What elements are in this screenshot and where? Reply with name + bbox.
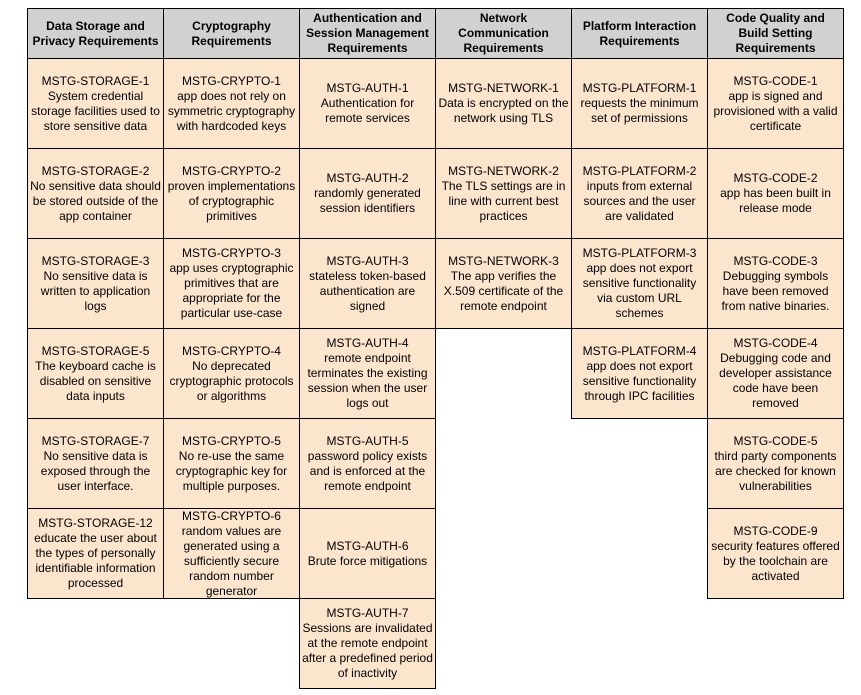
- requirement-cell: [299, 238, 436, 329]
- requirement-cell: [299, 328, 436, 419]
- requirement-cell: [27, 58, 164, 149]
- requirement-cell: [27, 508, 164, 599]
- requirement-cell: [27, 148, 164, 239]
- requirement-desc: random values are generated using a sufficiently secure random number generator: [181, 523, 282, 598]
- requirement-cell: [163, 238, 300, 329]
- requirement-desc: stateless token-based authentication are signed: [309, 268, 426, 313]
- requirement-desc: app does not rely on symmetric cryptography with hardcoded keys: [167, 88, 296, 133]
- requirement-desc: app has been built in release mode: [720, 186, 831, 215]
- requirement-id: MSTG-AUTH-5: [326, 433, 409, 448]
- requirement-id: MSTG-CODE-5: [733, 433, 818, 448]
- requirement-id: MSTG-STORAGE-5: [41, 343, 150, 358]
- requirement-desc: remote endpoint terminates the existing session when the user logs out: [307, 351, 428, 410]
- column-header-network: Network Communication Requirements: [435, 8, 572, 59]
- requirement-cell: [707, 508, 844, 599]
- requirement-cell: [435, 58, 572, 149]
- requirement-id: MSTG-CRYPTO-4: [182, 343, 281, 358]
- column-code-quality: [707, 8, 844, 599]
- requirement-desc: inputs from external sources and the user are validated: [583, 178, 696, 223]
- requirement-desc: app does not export sensitive functionality through IPC facilities: [582, 358, 697, 403]
- requirement-cell: [299, 58, 436, 149]
- requirement-id: MSTG-STORAGE-12: [38, 516, 153, 530]
- column-platform: [571, 8, 708, 419]
- requirement-desc: Debugging code and developer assistance code have been removed: [719, 351, 832, 410]
- requirement-cell: [163, 148, 300, 239]
- requirement-cell: [163, 58, 300, 149]
- requirement-cell: [707, 58, 844, 149]
- requirement-desc: app does not export sensitive functionality via custom URL schemes: [582, 261, 697, 320]
- requirement-desc: Data is encrypted on the network using TLS: [438, 96, 569, 125]
- requirement-id: MSTG-CRYPTO-5: [182, 433, 281, 448]
- requirement-id: MSTG-PLATFORM-3: [582, 246, 697, 260]
- requirement-cell: [571, 148, 708, 239]
- requirement-id: MSTG-PLATFORM-4: [582, 343, 697, 358]
- requirement-id: MSTG-NETWORK-3: [448, 253, 559, 268]
- column-data-storage: [27, 8, 164, 599]
- requirement-desc: randomly generated session identifiers: [314, 186, 421, 215]
- requirement-id: MSTG-PLATFORM-1: [582, 81, 697, 95]
- requirement-desc: security features offered by the toolchain are activated: [711, 538, 840, 583]
- requirement-desc: The app verifies the X.509 certificate of the remote endpoint: [443, 268, 564, 313]
- requirement-desc: No sensitive data is exposed through the user interface.: [40, 448, 151, 493]
- requirement-cell: [435, 238, 572, 329]
- requirement-desc: No sensitive data is written to application logs: [40, 268, 151, 313]
- requirement-id: MSTG-AUTH-6: [326, 538, 409, 553]
- requirement-id: MSTG-CRYPTO-6: [182, 508, 281, 523]
- requirement-id: MSTG-AUTH-2: [326, 171, 409, 185]
- requirement-cell: [571, 238, 708, 329]
- requirement-id: MSTG-CRYPTO-1: [182, 73, 281, 88]
- column-cryptography: [163, 8, 300, 599]
- requirement-id: MSTG-STORAGE-1: [41, 73, 150, 88]
- requirement-id: MSTG-STORAGE-3: [41, 253, 150, 268]
- requirement-cell: [435, 148, 572, 239]
- column-network: [435, 8, 572, 329]
- requirement-cell: [163, 328, 300, 419]
- mstg-requirements-table: [27, 8, 844, 689]
- requirement-desc: educate the user about the types of personally identifiable information processed: [34, 531, 157, 590]
- requirement-cell: [27, 238, 164, 329]
- requirement-desc: System credential storage facilities used to store sensitive data: [31, 88, 160, 133]
- requirement-desc: Sessions are invalidated at the remote endpoint after a predefined period of inactivity: [302, 621, 433, 680]
- column-header-auth-session: Authentication and Session Management Requirements: [299, 8, 436, 59]
- requirement-id: MSTG-STORAGE-2: [41, 163, 150, 178]
- requirement-cell: [707, 238, 844, 329]
- requirement-desc: The TLS settings are in line with current best practices: [441, 178, 566, 223]
- requirement-id: MSTG-CODE-4: [733, 336, 818, 350]
- requirement-id: MSTG-AUTH-1: [326, 81, 409, 95]
- requirement-id: MSTG-AUTH-4: [326, 336, 409, 350]
- requirement-desc: The keyboard cache is disabled on sensitive data inputs: [35, 358, 156, 403]
- requirement-id: MSTG-CODE-3: [733, 253, 818, 268]
- requirement-id: MSTG-CRYPTO-3: [182, 246, 281, 260]
- requirement-desc: app uses cryptographic primitives that are appropriate for the particular use-case: [169, 261, 294, 320]
- requirement-id: MSTG-CODE-9: [733, 523, 818, 538]
- requirement-id: MSTG-AUTH-3: [326, 253, 409, 268]
- requirement-cell: [163, 418, 300, 509]
- requirement-desc: No deprecated cryptographic protocols or algorithms: [169, 358, 294, 403]
- requirement-cell: [707, 418, 844, 509]
- requirement-desc: password policy exists and is enforced at the remote endpoint: [307, 448, 428, 493]
- requirement-id: MSTG-NETWORK-2: [448, 163, 559, 178]
- requirement-desc: app is signed and provisioned with a valid certificate: [713, 88, 838, 133]
- requirement-id: MSTG-PLATFORM-2: [582, 163, 697, 178]
- requirement-desc: third party components are checked for known vulnerabilities: [714, 448, 837, 493]
- requirement-id: MSTG-AUTH-7: [326, 606, 409, 620]
- column-header-platform: Platform Interaction Requirements: [571, 8, 708, 59]
- requirement-cell: [571, 328, 708, 419]
- requirement-id: MSTG-STORAGE-7: [41, 433, 150, 448]
- requirement-desc: requests the minimum set of permissions: [580, 96, 699, 125]
- column-header-cryptography: Cryptography Requirements: [163, 8, 300, 59]
- requirement-id: MSTG-CRYPTO-2: [182, 163, 281, 178]
- requirement-desc: Debugging symbols have been removed from native binaries.: [721, 268, 830, 313]
- requirement-desc: Brute force mitigations: [307, 553, 428, 568]
- requirement-cell: [27, 418, 164, 509]
- requirement-cell: [299, 418, 436, 509]
- requirement-id: MSTG-CODE-2: [733, 171, 818, 185]
- requirement-cell: [27, 328, 164, 419]
- requirement-id: MSTG-NETWORK-1: [448, 81, 559, 95]
- requirement-cell: [163, 508, 300, 599]
- requirement-desc: No re-use the same cryptographic key for multiple purposes.: [175, 448, 288, 493]
- column-auth-session: [299, 8, 436, 689]
- requirement-cell: [707, 148, 844, 239]
- requirement-desc: No sensitive data should be stored outside of the app container: [30, 178, 161, 223]
- requirement-cell: [571, 58, 708, 149]
- requirement-cell: [299, 148, 436, 239]
- requirement-desc: Authentication for remote services: [320, 96, 415, 125]
- requirement-cell: [299, 508, 436, 599]
- column-header-data-storage: Data Storage and Privacy Requirements: [27, 8, 164, 59]
- requirement-cell: [299, 598, 436, 689]
- requirement-cell: [707, 328, 844, 419]
- requirement-desc: proven implementations of cryptographic primitives: [167, 178, 296, 223]
- requirement-id: MSTG-CODE-1: [733, 73, 818, 88]
- column-header-code-quality: Code Quality and Build Setting Requirements: [707, 8, 844, 59]
